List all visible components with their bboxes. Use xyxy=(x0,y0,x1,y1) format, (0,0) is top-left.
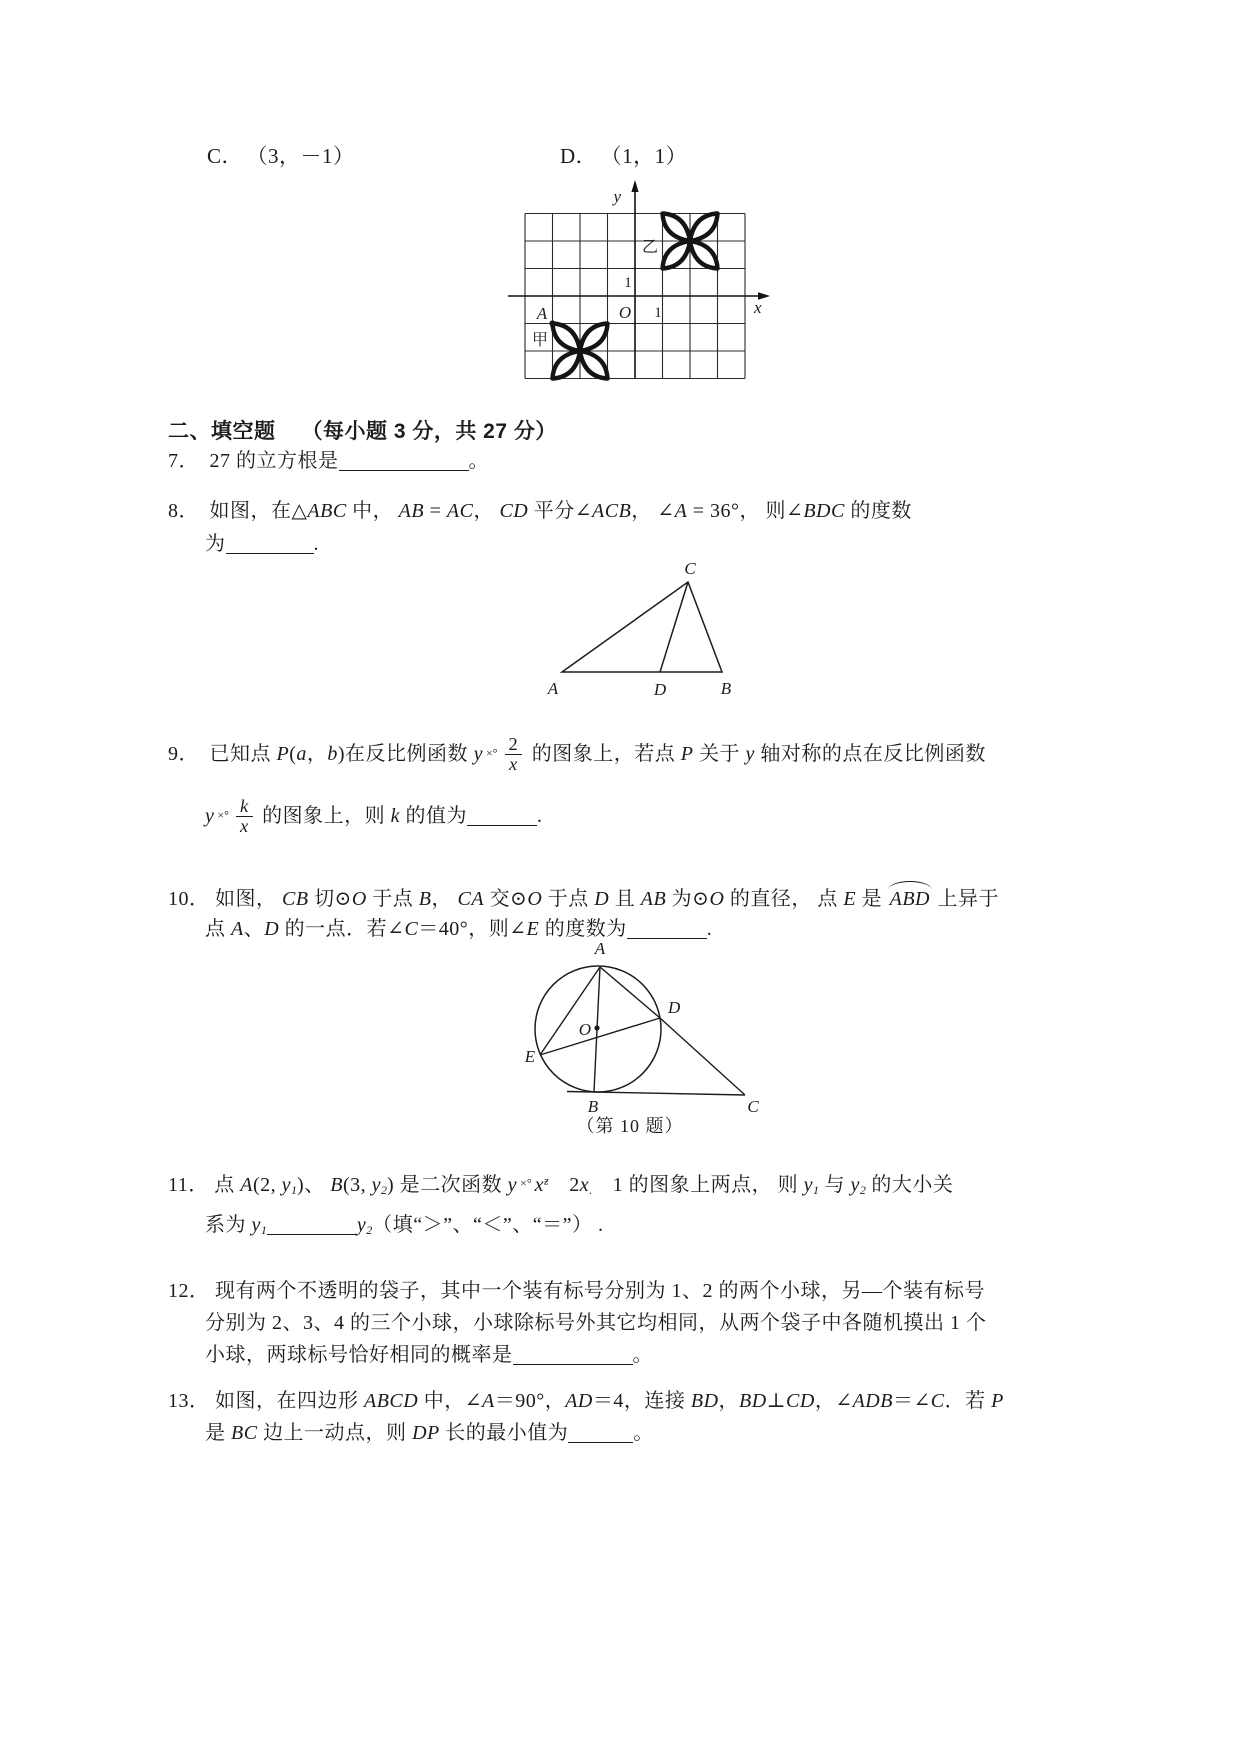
circle-chords xyxy=(540,967,745,1095)
question-13-line-1: 13． 如图，在四边形 ABCD 中，∠A＝90°，AD＝4，连接 BD，BD⊥CD，∠ADB＝∠C．若 P xyxy=(168,1390,1004,1412)
option-d-label: D． xyxy=(560,144,598,168)
tri-label-a: A xyxy=(547,679,559,698)
center-dot xyxy=(594,1025,599,1030)
circle-figure-svg xyxy=(505,938,795,1138)
flower-jia-label: 甲 xyxy=(531,332,549,349)
flower-yi-label: 乙 xyxy=(641,239,659,256)
circ-label-d: D xyxy=(668,998,681,1017)
x-tick-1: 1 xyxy=(654,305,662,321)
tri-label-b: B xyxy=(720,679,732,698)
question-11-line-2: 系为 $y_1$ $y_2$（填“＞”、“＜”、“＝”） . xyxy=(205,1214,604,1237)
section-header xyxy=(168,415,557,445)
question-13-line-2: 是 BC 边上一动点，则 DP 长的最小值为 。 xyxy=(205,1422,654,1444)
circ-label-e: E xyxy=(524,1047,536,1066)
option-c-label: C． xyxy=(207,144,244,168)
y-tick-1: 1 xyxy=(624,275,632,291)
y-axis-arrow xyxy=(631,180,638,192)
question-12-line-3: 小球，两球标号恰好相同的概率是 。 xyxy=(205,1344,653,1366)
question-12-line-2: 分别为 2、3、4 的三个小球，小球除标号外其它均相同，从两个袋子中各随机摸出 1 个 xyxy=(205,1312,987,1334)
grid-figure xyxy=(478,166,778,394)
question-12-line-1: 12． 现有两个不透明的袋子，其中一个装有标号分别为 1、2 的两个小球，另—个装有标号 xyxy=(168,1280,985,1302)
question-7: 7． 27 的立方根是 。 xyxy=(168,450,489,472)
question-10-line-1: 10． 如图， CB 切⊙O 于点 B， CA 交⊙O 于点 D 且 AB 为⊙O 的直径， 点 E 是 ABD 上异于 xyxy=(168,883,999,912)
point-a-dot xyxy=(549,320,555,326)
question-9-line-2: y ×° $\frac{k}{x}$ 的图象上，则 k 的值为 . xyxy=(205,796,543,837)
question-11-line-1: 11． 点 A(2, $y_1$)、 B(3, $y_2$) 是二次函数 y ×° $x^ƶ$ $2x_.$ 1 的图象上两点， 则 $y_1$ 与 $y_2$ 的大小关 xyxy=(168,1173,954,1197)
axes xyxy=(508,190,762,379)
triangle-figure-svg xyxy=(528,556,753,706)
tri-label-d: D xyxy=(653,680,667,699)
question-9-line-1: 9． 已知点 P(a，b)在反比例函数 y ×° $\frac{2}{x}$ 的图象上，若点 P 关于 y 轴对称的点在反比例函数 xyxy=(168,734,986,775)
circ-label-o: O xyxy=(578,1020,591,1039)
origin-label: O xyxy=(618,303,632,322)
question-8-line-1: 8． 如图，在△ABC 中， AB = AC， CD 平分∠ACB， ∠A = 36°， 则∠BDC 的度数 xyxy=(168,500,912,522)
x-axis-label: x xyxy=(754,298,762,317)
section-title: 二、填空题 xyxy=(168,420,276,443)
circle-figure-caption: （第 10 题） xyxy=(576,1116,684,1136)
circle-figure xyxy=(505,938,795,1138)
option-c xyxy=(207,140,355,170)
triangle-figure xyxy=(528,556,753,706)
circ-label-a: A xyxy=(594,939,606,958)
option-c-value: （3，－1） xyxy=(257,144,355,168)
option-d-value: （1，1） xyxy=(611,144,688,168)
section-score-note: （每小题 3 分，共 27 分） xyxy=(301,420,557,443)
circ-label-b: B xyxy=(587,1097,599,1116)
tri-label-c: C xyxy=(684,559,696,578)
question-8-line-2: 为 . xyxy=(205,533,319,555)
grid-point-a-label: A xyxy=(536,304,548,323)
triangle-lines xyxy=(562,582,722,672)
y-axis-label: y xyxy=(613,187,621,206)
circ-label-c: C xyxy=(747,1097,759,1116)
question-10-line-2: 点 A、D 的一点．若∠C＝40°，则∠E 的度数为 . xyxy=(205,918,713,940)
grid-figure-svg xyxy=(478,166,778,394)
